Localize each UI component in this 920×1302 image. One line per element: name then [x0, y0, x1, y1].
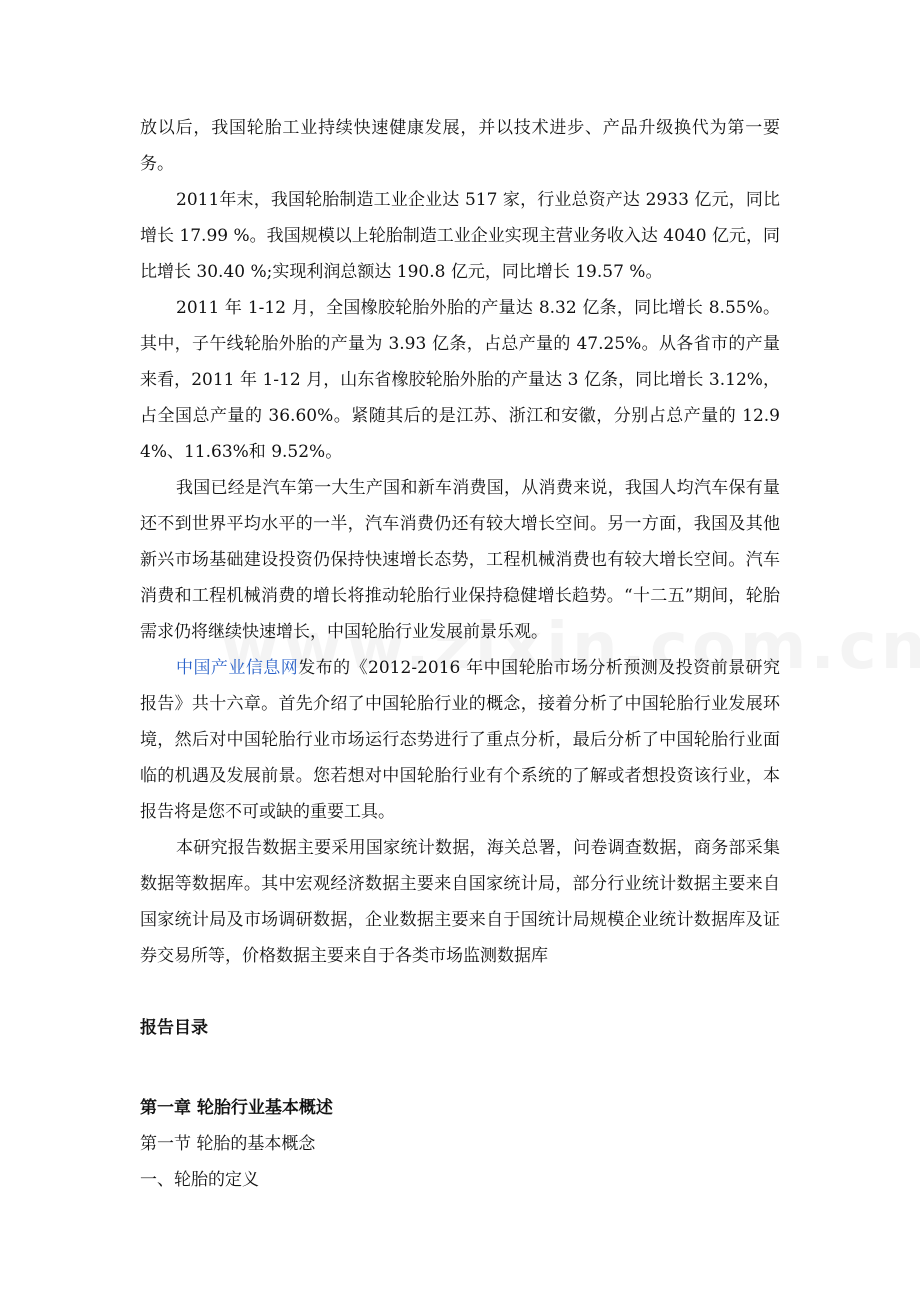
toc-section-1: 第一节 轮胎的基本概念 — [140, 1134, 316, 1154]
paragraph-intro-tail: 放以后，我国轮胎工业持续快速健康发展，并以技术进步、产品升级换代为第一要务。 — [140, 118, 780, 174]
paragraph-enterprise-stats: 2011年末，我国轮胎制造工业企业达 517 家，行业总资产达 2933 亿元，同比增长 17.99 %。我国规模以上轮胎制造工业企业实现主营业务收入达 4040 亿元，同比增长 30.40 %;实现利润总额达 190.8 亿元，同比增长 19.57 %。 — [140, 190, 780, 282]
report-intro-text: 发布的《2012-2016 年中国轮胎市场分析预测及投资前景研究报告》共十六章。首先介绍了中国轮胎行业的概念，接着分析了中国轮胎行业发展环境，然后对中国轮胎行业市场运行态势进行了重点分析，最后分析了中国轮胎行业面临的机遇及发展前景。您若想对中国轮胎行业有个系统的了解或者想投资该行业，本报告将是您不可或缺的重要工具。 — [140, 658, 780, 822]
paragraph-production-stats: 2011 年 1-12 月，全国橡胶轮胎外胎的产量达 8.32 亿条，同比增长 8.55%。其中，子午线轮胎外胎的产量为 3.93 亿条，占总产量的 47.25%。从各省市的产量来看，2011 年 1-12 月，山东省橡胶轮胎外胎的产量达 3 亿条，同比增长 3.12%，占全国总产量的 36.60%。紧随其后的是江苏、浙江和安徽，分别占总产量的 12.94%、11.63%和 9.52%。 — [140, 298, 780, 462]
paragraph-data-sources: 本研究报告数据主要采用国家统计数据，海关总署，问卷调查数据，商务部采集数据等数据库。其中宏观经济数据主要来自国家统计局，部分行业统计数据主要来自国家统计局及市场调研数据，企业数据主要来自于国统计局规模企业统计数据库及证券交易所等，价格数据主要来自于各类市场监测数据库 — [140, 838, 780, 966]
toc-chapter-1: 第一章 轮胎行业基本概述 — [140, 1098, 333, 1118]
source-link[interactable]: 中国产业信息网 — [176, 658, 299, 678]
paragraph-market-outlook: 我国已经是汽车第一大生产国和新车消费国，从消费来说，我国人均汽车保有量还不到世界平均水平的一半，汽车消费仍还有较大增长空间。另一方面，我国及其他新兴市场基础建设投资仍保持快速增长态势，工程机械消费也有较大增长空间。汽车消费和工程机械消费的增长将推动轮胎行业保持稳健增长趋势。“十二五”期间，轮胎需求仍将继续快速增长，中国轮胎行业发展前景乐观。 — [140, 478, 780, 642]
document-body — [140, 110, 780, 1198]
paragraph-report-intro — [140, 650, 780, 830]
toc-title: 报告目录 — [140, 1018, 208, 1038]
toc-item-1: 一、轮胎的定义 — [140, 1170, 259, 1190]
